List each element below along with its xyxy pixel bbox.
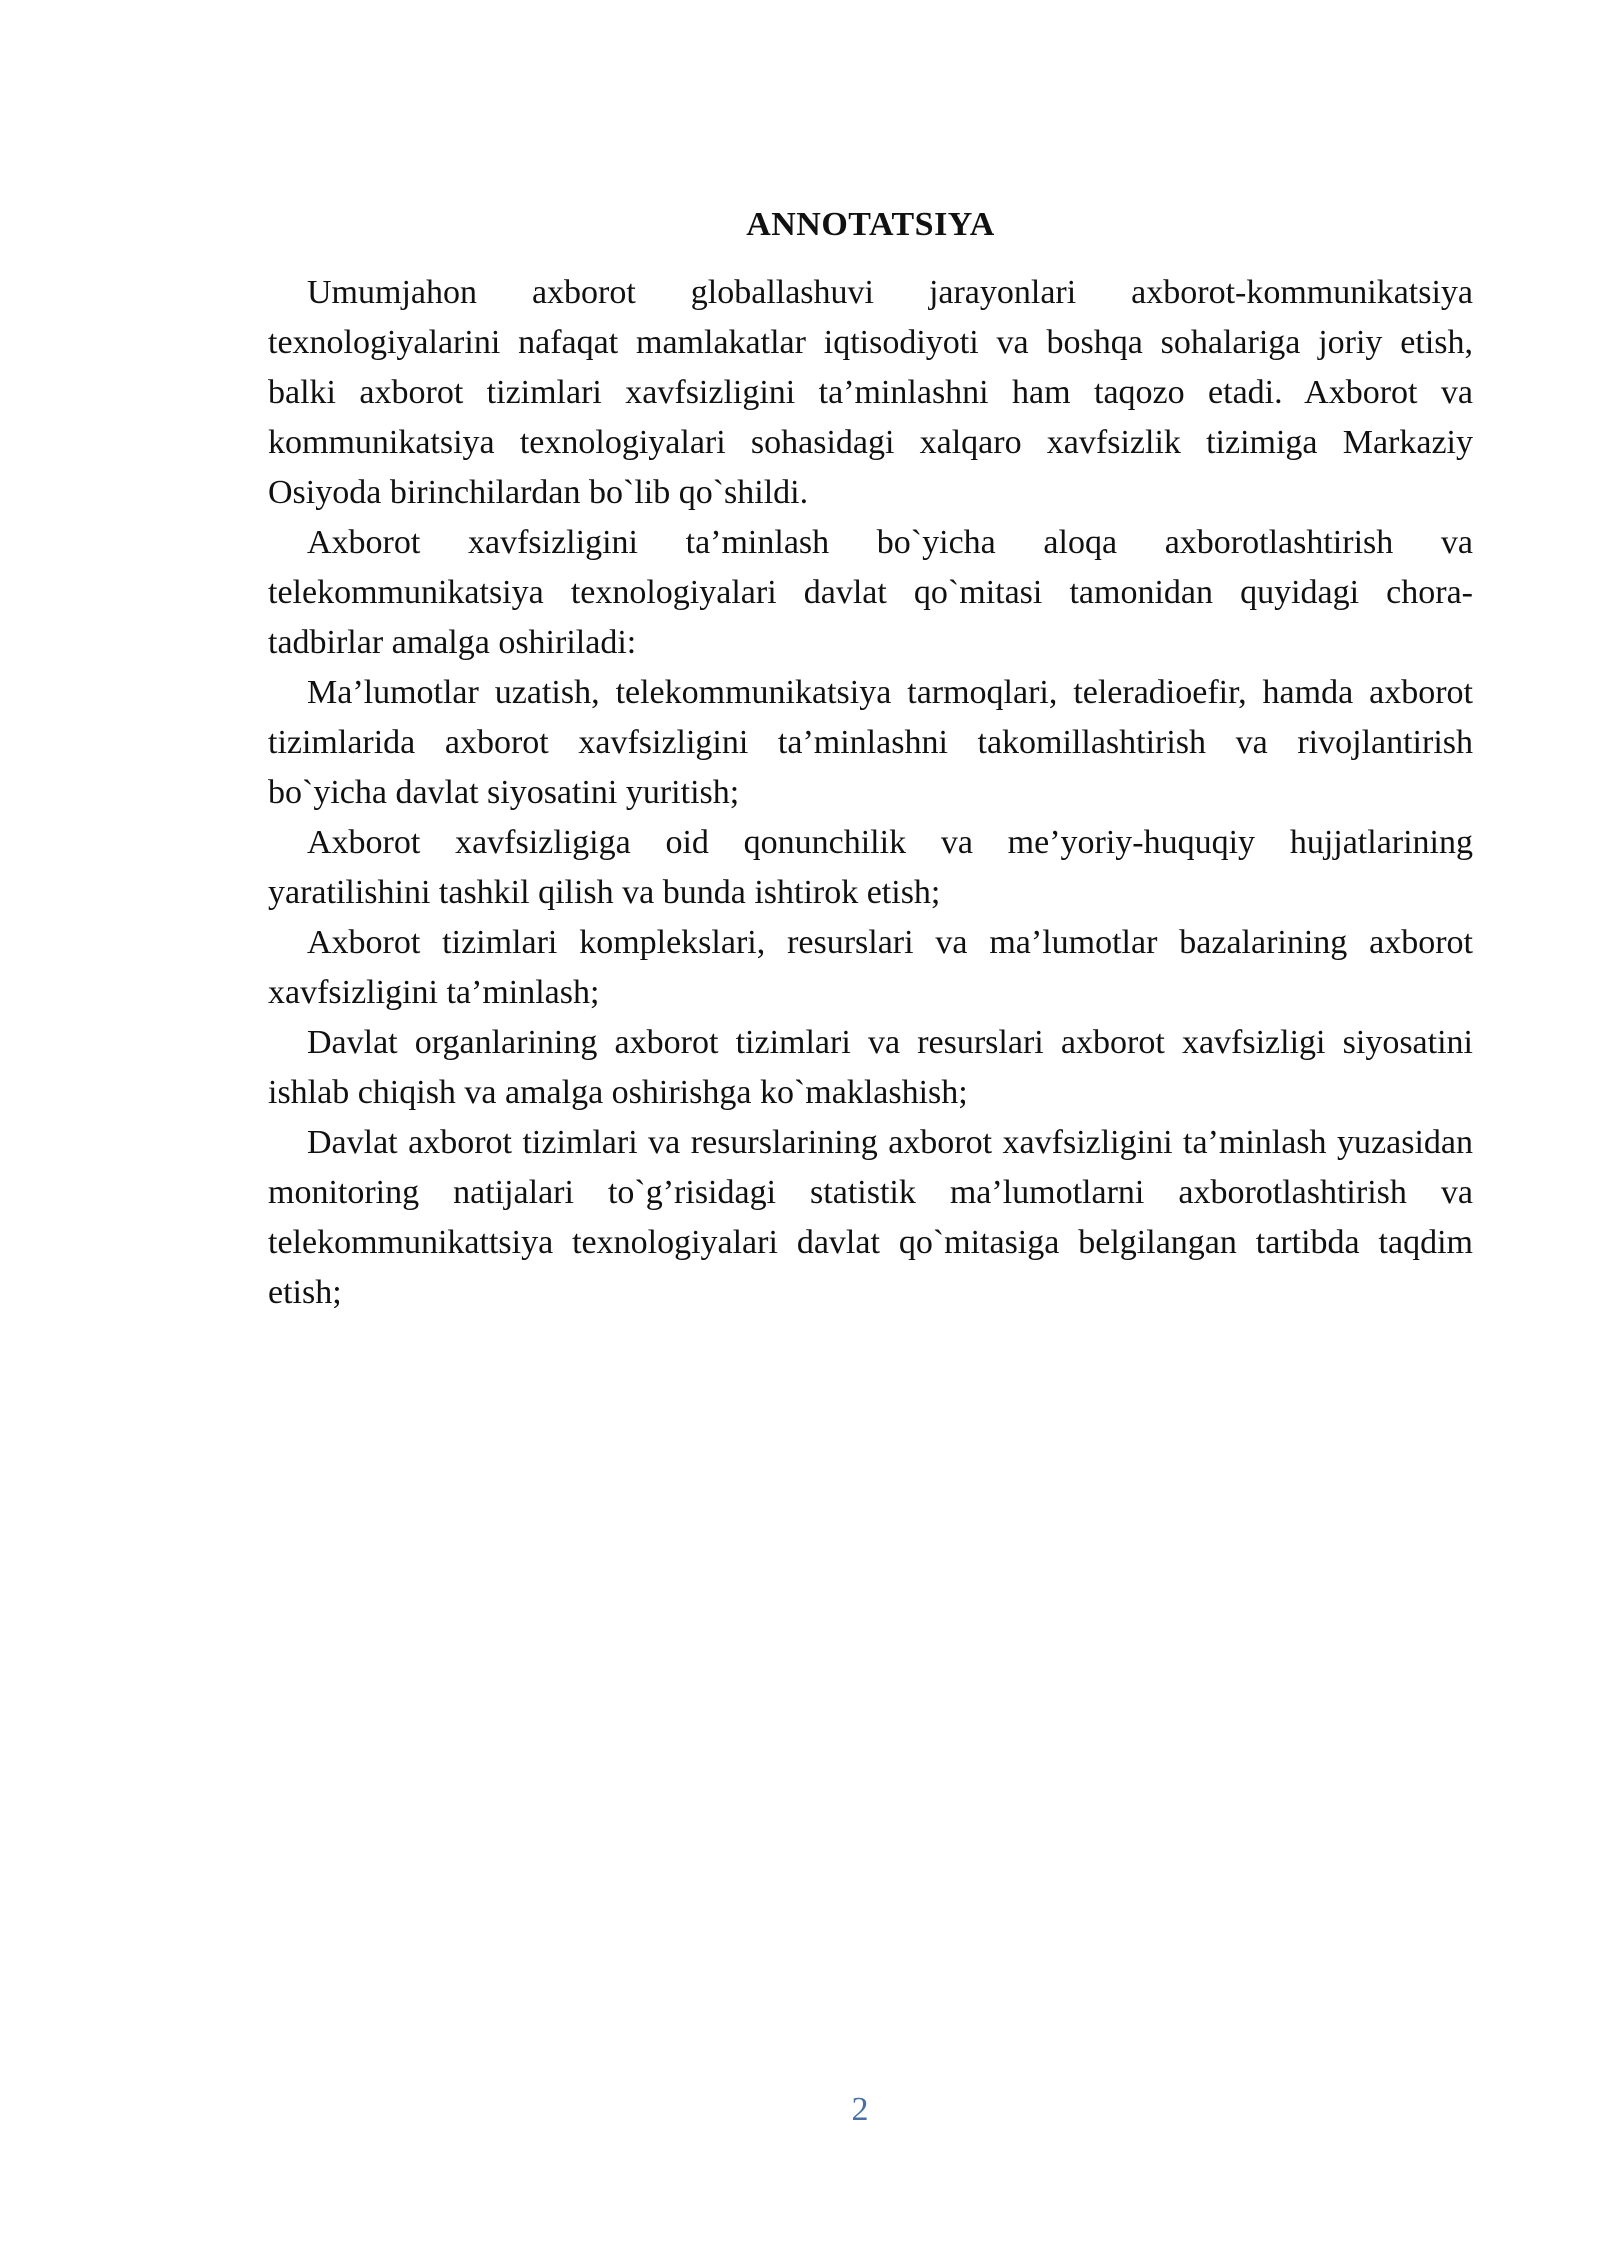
paragraph: Axborot xavfsizligiga oid qonunchilik va me’yoriy-huquqiy hujjatlarining yaratilishini tashkil qilish va bunda ishtirok etish; [268, 824, 1473, 911]
paragraph: Axborot xavfsizligini ta’minlash bo`yicha aloqa axborotlashtirish va telekommunikatsiya texnologiyalari davlat qo`mitasi tamonidan quyidagi chora-tadbirlar amalga oshiriladi: [268, 524, 1473, 661]
annotation-body [268, 268, 1473, 1318]
page-number: 2 [851, 2091, 869, 2128]
paragraph: Umumjahon axborot globallashuvi jarayonlari axborot-kommunikatsiya texnologiyalarini nafaqat mamlakatlar iqtisodiyoti va boshqa sohalariga joriy etish, balki axborot tizimlari xavfsizligini ta’minlashni ham taqozo etadi. Axborot va kommunikatsiya texnologiyalari sohasidagi xalqaro xavfsizlik tizimiga Markaziy Osiyoda birinchilardan bo`lib qo`shildi. [268, 274, 1473, 511]
paragraph: Ma’lumotlar uzatish, telekommunikatsiya tarmoqlari, teleradioefir, hamda axborot tizimlarida axborot xavfsizligini ta’minlashni takomillashtirish va rivojlantirish bo`yicha davlat siyosatini yuritish; [268, 674, 1473, 811]
paragraph: Axborot tizimlari komplekslari, resurslari va ma’lumotlar bazalarining axborot xavfsizligini ta’minlash; [268, 924, 1473, 1011]
paragraph: Davlat organlarining axborot tizimlari va resurslari axborot xavfsizligi siyosatini ishlab chiqish va amalga oshirishga ko`maklashish; [268, 1024, 1473, 1111]
paragraph: Davlat axborot tizimlari va resurslarining axborot xavfsizligini ta’minlash yuzasidan monitoring natijalari to`g’risidagi statistik ma’lumotlarni axborotlashtirish va telekommunikattsiya texnologiyalari davlat qo`mitasiga belgilangan tartibda taqdim etish; [268, 1124, 1473, 1311]
page-title: ANNOTATSIYA [746, 206, 995, 243]
